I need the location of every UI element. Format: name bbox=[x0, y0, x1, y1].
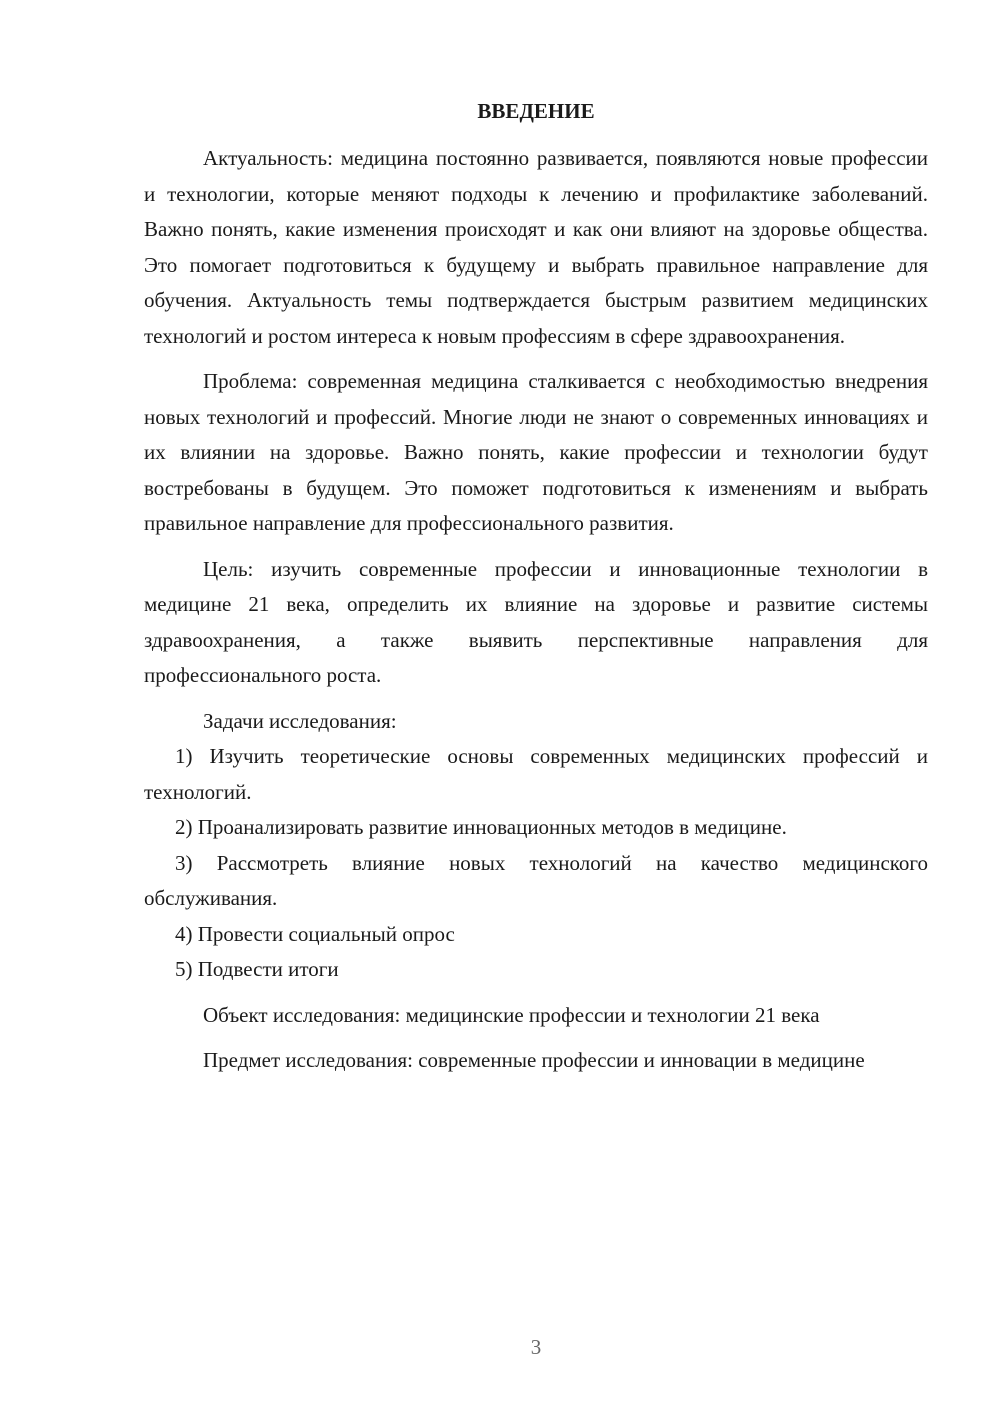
task-item-1: 1) Изучить теоретические основы современных медицинских профессий и технологий. bbox=[144, 744, 928, 804]
page-content bbox=[144, 94, 928, 1079]
section-title: ВВЕДЕНИЕ bbox=[477, 99, 595, 123]
tasks-heading: Задачи исследования: bbox=[203, 708, 397, 733]
object-paragraph: Объект исследования: медицинские профессии и технологии 21 века bbox=[203, 1002, 820, 1027]
goal-paragraph: Цель: изучить современные профессии и инновационные технологии в медицине 21 века, определить их влияние на здоровье и развитие системы здравоохранения, а также выявить перспективные направления для профессионального роста. bbox=[144, 556, 928, 687]
task-item-4: 4) Провести социальный опрос bbox=[175, 921, 455, 946]
task-item-2: 2) Проанализировать развитие инновационных методов в медицине. bbox=[175, 815, 787, 839]
subject-paragraph: Предмет исследования: современные профессии и инновации в медицине bbox=[203, 1048, 865, 1072]
relevance-paragraph: Актуальность: медицина постоянно развивается, появляются новые профессии и технологии, которые меняют подходы к лечению и профилактике заболеваний. Важно понять, какие изменения происходят и как они влияют на здоровье общества. Это помогает подготовиться к будущему и выбрать правильное направление для обучения. Актуальность темы подтверждается быстрым развитием медицинских технологий и ростом интереса к новым профессиям в сфере здравоохранения. bbox=[144, 146, 928, 348]
tasks-list bbox=[144, 739, 928, 988]
page-number: 3 bbox=[530, 1335, 542, 1359]
problem-paragraph: Проблема: современная медицина сталкивается с необходимостью внедрения новых технологий и профессий. Многие люди не знают о современных инновациях и их влиянии на здоровье. Важно понять, какие профессии и технологии будут востребованы в будущем. Это поможет подготовиться к изменениям и выбрать правильное направление для профессионального развития. bbox=[144, 369, 928, 535]
task-item-5: 5) Подвести итоги bbox=[175, 957, 339, 981]
task-item-3: 3) Рассмотреть влияние новых технологий на качество медицинского обслуживания. bbox=[144, 850, 928, 910]
